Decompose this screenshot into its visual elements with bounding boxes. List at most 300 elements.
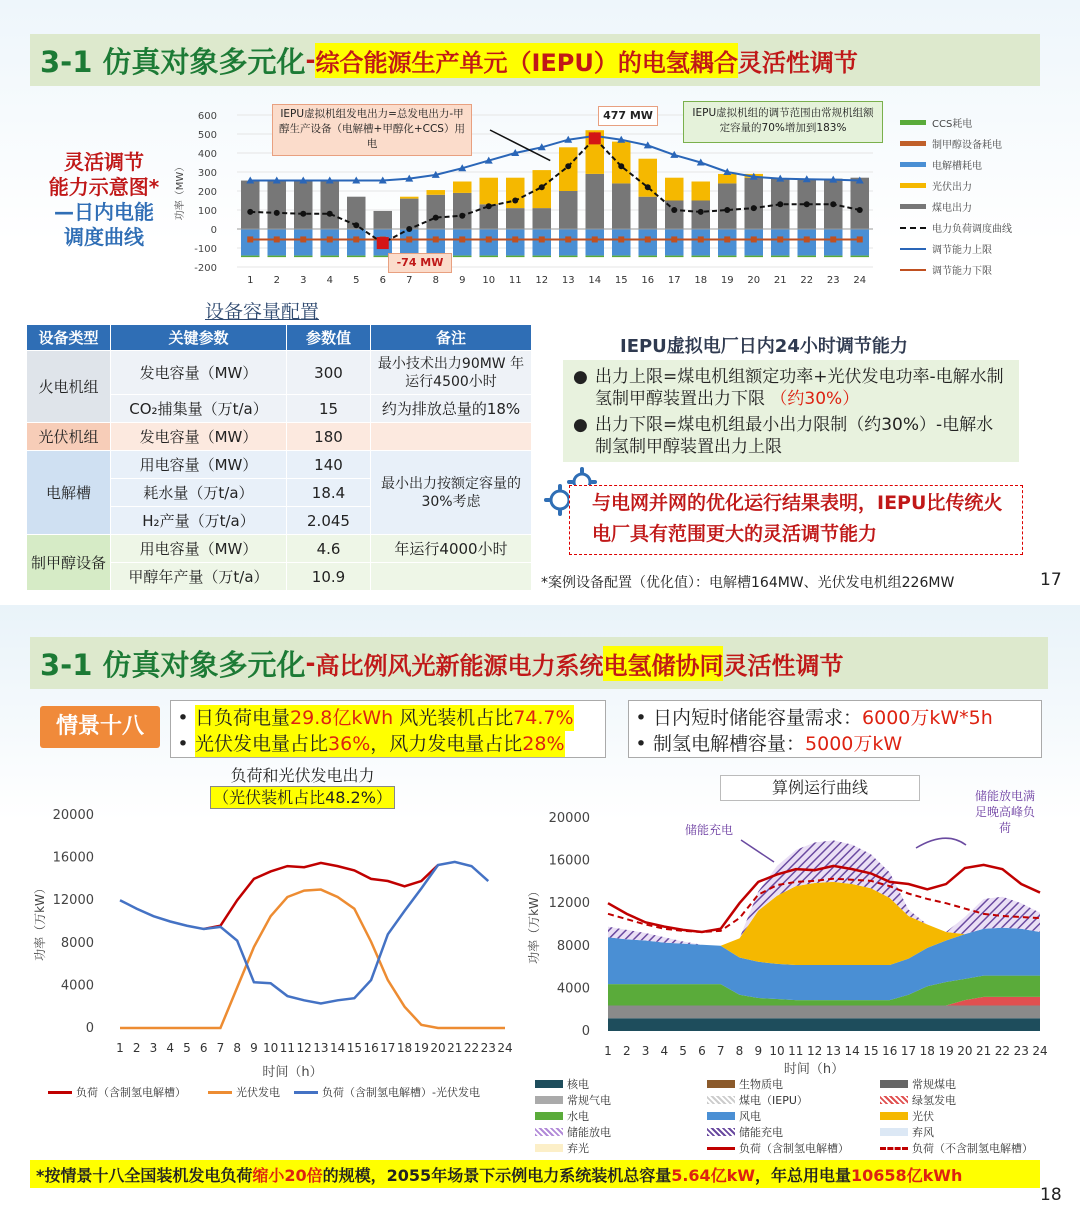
legend-swatch: [535, 1112, 563, 1120]
dispatch-marker: [486, 203, 492, 209]
x-tick-label: 11: [279, 1041, 296, 1055]
y-tick-label: 12000: [52, 893, 94, 909]
lower-limit-marker: [565, 236, 571, 242]
x-tick-label: 4: [660, 1044, 669, 1058]
legend-label: 核电: [567, 1078, 589, 1091]
legend-swatch: [900, 183, 926, 188]
capacity-table: [26, 324, 532, 591]
x-tick-label: 16: [363, 1041, 379, 1055]
x-tick-label: 6: [379, 275, 386, 286]
x-tick-label: 10: [482, 275, 496, 286]
bar-coal: [506, 208, 525, 229]
legend-item: [535, 1108, 589, 1124]
y-axis-label: 功率（MW）: [175, 161, 186, 221]
lower-limit-marker: [247, 236, 253, 242]
y-tick-label: 16000: [52, 850, 94, 866]
conclusion-box: 与电网并网的优化运行结果表明，IEPU比传统火电厂具有范围更大的灵活调节能力: [569, 485, 1023, 555]
legend-label: 弃风: [912, 1126, 934, 1139]
x-tick-label: 1: [116, 1041, 124, 1055]
x-tick-label: 1: [247, 275, 254, 286]
y-tick-label: 16000: [548, 853, 590, 869]
x-tick-label: 19: [413, 1041, 429, 1055]
legend-swatch: [707, 1096, 735, 1104]
legend-item: [880, 1076, 956, 1092]
scenario-badge: 情景十八: [40, 706, 160, 748]
capability-box: [563, 360, 1019, 462]
bar-coal: [718, 183, 737, 229]
chart3-legend: [535, 1072, 1055, 1157]
x-tick-label: 15: [863, 1044, 879, 1058]
lower-limit-marker: [327, 236, 333, 242]
chart2-legend: [28, 1080, 508, 1102]
table-title: 设备容量配置: [205, 301, 320, 323]
x-tick-label: 23: [826, 275, 840, 286]
annot-arrow-discharge: [916, 838, 966, 848]
table-row: 火电机组 发电容量（MW） 300 最小技术出力90MW 年运行4500小时: [27, 351, 532, 395]
x-tick-label: 5: [679, 1044, 687, 1058]
bar-coal: [321, 181, 340, 229]
x-tick-label: 8: [432, 275, 439, 286]
x-tick-label: 20: [747, 275, 761, 286]
x-tick-label: 18: [919, 1044, 935, 1058]
x-tick-label: 15: [614, 275, 628, 286]
bar-ccs: [586, 256, 605, 258]
legend-swatch: [535, 1128, 563, 1136]
dispatch-marker: [671, 207, 677, 213]
series-line: [204, 863, 438, 929]
th-value: 参数值: [287, 325, 371, 351]
bar-ccs: [692, 256, 711, 258]
table-row: CO₂捕集量（万t/a） 15 约为排放总量的18%: [27, 395, 532, 423]
x-tick-label: 23: [1013, 1044, 1029, 1058]
legend-label: 水电: [567, 1110, 589, 1123]
dispatch-marker: [698, 209, 704, 215]
legend-item: [535, 1124, 611, 1140]
legend-label: 电解槽耗电: [932, 161, 982, 172]
slide-18: [0, 605, 1080, 1220]
annot-charge: 储能充电: [685, 823, 734, 837]
bar-pv: [665, 178, 684, 201]
legend-swatch: [208, 1091, 232, 1094]
dispatch-marker: [857, 207, 863, 213]
dispatch-marker: [539, 184, 545, 190]
x-tick-label: 6: [199, 1041, 208, 1055]
th-note: 备注: [371, 325, 532, 351]
x-tick-label: 16: [641, 275, 655, 286]
x-tick-label: 20: [957, 1044, 973, 1058]
storage-needs-box: • 日内短时储能容量需求： 6000万kW*5h • 制氢电解槽容量： 5000万kW: [628, 700, 1042, 758]
legend-label: 生物质电: [739, 1078, 783, 1091]
legend-swatch: [535, 1096, 563, 1104]
lower-limit-marker: [539, 236, 545, 242]
legend-item: [208, 1084, 280, 1100]
area-常规煤电: [608, 1005, 1040, 1018]
y-tick-label: 200: [197, 187, 217, 198]
dispatch-marker: [565, 163, 571, 169]
bar-pv: [692, 182, 711, 201]
bar-coal: [241, 181, 260, 229]
slide-title: 3-1 仿真对象多元化 - 综合能源生产单元（IEPU）的 电氢耦合 灵活性调节: [30, 34, 1040, 86]
x-tick-label: 14: [329, 1041, 346, 1055]
callout-low: -74 MW: [388, 253, 452, 273]
x-tick-label: 3: [300, 275, 307, 286]
x-tick-label: 17: [380, 1041, 396, 1055]
lower-limit-marker: [724, 236, 730, 242]
x-tick-label: 10: [769, 1044, 785, 1058]
x-tick-label: 15: [346, 1041, 362, 1055]
legend-item: [707, 1076, 783, 1092]
bar-ccs: [771, 256, 790, 258]
legend-label: 常规气电: [567, 1094, 611, 1107]
page-number: 17: [1040, 570, 1062, 590]
dispatch-marker: [618, 163, 624, 169]
x-tick-label: 11: [508, 275, 522, 286]
bar-coal: [294, 181, 313, 229]
y-tick-label: -100: [194, 244, 217, 255]
load-pv-line-chart: [28, 805, 518, 1105]
legend-swatch: [880, 1128, 908, 1136]
lower-limit-marker: [353, 236, 359, 242]
chart1-legend: [900, 112, 1070, 280]
legend-label: 煤电出力: [932, 203, 972, 214]
legend-item: [535, 1140, 589, 1156]
legend-swatch: [880, 1112, 908, 1120]
bar-coal: [268, 181, 287, 229]
x-tick-label: 21: [447, 1041, 463, 1055]
x-tick-label: 12: [806, 1044, 823, 1058]
bar-ccs: [718, 256, 737, 258]
lower-limit-marker: [406, 236, 412, 242]
chart2-title: 负荷和光伏发电出力 （光伏装机占比48.2%）: [210, 765, 395, 809]
legend-item: [707, 1092, 808, 1108]
table-row: 耗水量（万t/a） 18.4: [27, 479, 532, 507]
lower-limit-marker: [804, 236, 810, 242]
callout-left: IEPU虚拟机组发电出力=总发电出力-甲醇生产设备（电解槽+甲醇化+CCS）用电: [272, 104, 472, 156]
legend-item: [294, 1084, 480, 1100]
legend-item: [880, 1108, 934, 1124]
x-tick-label: 4: [326, 275, 333, 286]
dispatch-marker: [512, 198, 518, 204]
dispatch-marker: [406, 226, 412, 232]
legend-item: [707, 1140, 849, 1156]
bar-ccs: [824, 256, 843, 258]
bar-ccs: [851, 256, 870, 258]
x-tick-label: 12: [535, 275, 549, 286]
bar-pv: [427, 190, 446, 195]
x-axis-label: 时间（h）: [783, 1062, 845, 1077]
x-tick-label: 13: [825, 1044, 842, 1058]
legend-item: [900, 238, 1070, 259]
x-tick-label: 10: [263, 1041, 279, 1055]
legend-label: 光伏出力: [932, 182, 972, 193]
legend-item: [880, 1124, 934, 1140]
x-tick-label: 7: [406, 275, 413, 286]
y-tick-label: 100: [197, 206, 217, 217]
operation-area-chart: [526, 800, 1056, 1100]
x-tick-label: 9: [250, 1041, 258, 1055]
lower-limit-marker: [486, 236, 492, 242]
table-row: 光伏机组 发电容量（MW） 180: [27, 423, 532, 451]
legend-swatch: [900, 141, 926, 146]
legend-item: [900, 154, 1070, 175]
y-tick-label: 20000: [548, 811, 590, 826]
annot-arrow-charge: [741, 840, 774, 862]
x-tick-label: 14: [588, 275, 602, 286]
x-tick-label: 18: [694, 275, 708, 286]
x-tick-label: 2: [132, 1041, 141, 1055]
slide-17: [0, 0, 1080, 603]
lower-limit-marker: [857, 236, 863, 242]
lower-limit-marker: [671, 236, 677, 242]
legend-item: [900, 112, 1070, 133]
legend-label: 光伏: [912, 1110, 934, 1123]
legend-swatch: [900, 204, 926, 209]
legend-label: CCS耗电: [932, 119, 973, 130]
bar-coal: [427, 195, 446, 229]
x-tick-label: 19: [938, 1044, 954, 1058]
bar-ccs: [294, 256, 313, 258]
dispatch-marker: [433, 215, 439, 221]
dispatch-marker: [645, 184, 651, 190]
legend-label: 负荷（含制氢电解槽）-光伏发电: [322, 1086, 480, 1099]
y-axis-label: 功率（万kW）: [527, 885, 541, 964]
footnote: *按情景十八全国装机发电负荷 缩小20倍 的规模，2055年场景下示例电力系统装机总容量 5.64亿kW ，年总用电量 10658亿kWh: [30, 1160, 1040, 1188]
legend-item: [535, 1092, 611, 1108]
x-tick-label: 1: [604, 1044, 612, 1058]
legend-swatch: [900, 162, 926, 167]
dispatch-marker: [459, 213, 465, 219]
legend-swatch: [880, 1147, 908, 1150]
x-tick-label: 9: [754, 1044, 763, 1058]
bar-pv: [639, 159, 658, 197]
dispatch-marker: [247, 209, 253, 215]
x-tick-label: 24: [497, 1041, 513, 1055]
bar-coal: [400, 199, 419, 229]
bar-coal: [374, 211, 393, 229]
y-tick-label: 20000: [52, 808, 94, 823]
legend-swatch: [900, 269, 926, 271]
info-title: IEPU虚拟电厂日内24小时调节能力: [620, 336, 908, 357]
table-row: H₂产量（万t/a） 2.045: [27, 507, 532, 535]
lower-limit-marker: [698, 236, 704, 242]
bar-pv: [612, 142, 631, 184]
legend-swatch: [900, 248, 926, 250]
x-tick-label: 19: [720, 275, 734, 286]
legend-label: 负荷（不含制氢电解槽）: [912, 1142, 1033, 1155]
legend-item: [48, 1084, 186, 1100]
legend-item: [880, 1092, 956, 1108]
x-axis-label: 时间（h）: [262, 1065, 323, 1080]
slide-title: 3-1 仿真对象多元化 - 高比例风光新能源电力系统 电氢储协同 灵活性调节: [30, 637, 1048, 689]
bar-coal: [851, 178, 870, 229]
x-tick-label: 23: [480, 1041, 496, 1055]
bar-pv: [480, 178, 499, 205]
x-tick-label: 24: [853, 275, 867, 286]
lower-limit-marker: [751, 236, 757, 242]
dispatch-marker: [804, 201, 810, 207]
peak-marker: [589, 132, 601, 144]
table-row: 制甲醇设备 用电容量（MW） 4.6 年运行4000小时: [27, 535, 532, 563]
y-tick-label: -200: [194, 263, 217, 274]
x-tick-label: 6: [698, 1044, 706, 1058]
bar-ccs: [241, 256, 260, 258]
legend-swatch: [707, 1147, 735, 1150]
x-tick-label: 18: [396, 1041, 413, 1055]
x-tick-label: 3: [149, 1041, 158, 1055]
chart3-title: 算例运行曲线: [720, 775, 920, 801]
legend-label: 常规煤电: [912, 1078, 956, 1091]
x-tick-label: 11: [788, 1044, 804, 1058]
y-tick-label: 0: [85, 1021, 94, 1036]
scenario-facts-box: • 日负荷电量29.8亿kWh 风光装机占比74.7% • 光伏发电量占比36%，风力发电量占比28%: [170, 700, 606, 758]
bar-ccs: [480, 256, 499, 258]
legend-label: 弃光: [567, 1142, 589, 1155]
lower-limit-marker: [830, 236, 836, 242]
x-tick-label: 21: [976, 1044, 992, 1058]
lower-limit-marker: [300, 236, 306, 242]
y-tick-label: 4000: [60, 978, 94, 994]
x-tick-label: 8: [735, 1044, 744, 1058]
y-tick-label: 0: [581, 1024, 590, 1039]
dispatch-marker: [724, 207, 730, 213]
x-tick-label: 13: [313, 1041, 329, 1055]
y-tick-label: 500: [197, 130, 217, 141]
x-tick-label: 16: [882, 1044, 898, 1058]
x-tick-label: 4: [166, 1041, 175, 1055]
dispatch-marker: [353, 222, 359, 228]
legend-label: 风电: [739, 1110, 761, 1123]
lower-limit-marker: [274, 236, 280, 242]
bar-pv: [718, 174, 737, 184]
bar-ccs: [506, 256, 525, 258]
lower-limit-marker: [459, 236, 465, 242]
legend-swatch: [880, 1080, 908, 1088]
legend-label: 光伏发电: [236, 1086, 280, 1099]
low-marker: [377, 237, 389, 249]
x-tick-label: 9: [459, 275, 466, 286]
x-tick-label: 7: [216, 1041, 225, 1055]
dispatch-marker: [751, 205, 757, 211]
x-tick-label: 2: [622, 1044, 631, 1058]
legend-swatch: [48, 1091, 72, 1094]
x-tick-label: 17: [900, 1044, 917, 1058]
legend-label: 煤电（IEPU）: [739, 1094, 808, 1107]
bar-coal: [533, 208, 552, 229]
legend-swatch: [900, 227, 926, 229]
side-label: 灵活调节 能力示意图* —日内电能 调度曲线: [48, 150, 160, 249]
x-tick-label: 22: [463, 1041, 480, 1055]
lower-limit-marker: [592, 236, 598, 242]
bar-coal: [745, 178, 764, 229]
legend-label: 调节能力上限: [932, 245, 992, 256]
bar-ccs: [453, 256, 472, 258]
x-tick-label: 22: [800, 275, 814, 286]
table-row: 电解槽 用电容量（MW） 140 最小出力按额定容量的30%考虑: [27, 451, 532, 479]
bar-ccs: [321, 256, 340, 258]
x-tick-label: 8: [233, 1041, 241, 1055]
lower-limit-marker: [512, 236, 518, 242]
bar-ccs: [268, 256, 287, 258]
bar-pv: [453, 182, 472, 193]
x-tick-label: 17: [667, 275, 681, 286]
th-param: 关键参数: [111, 325, 287, 351]
legend-label: 调节能力下限: [932, 266, 992, 277]
legend-swatch: [707, 1080, 735, 1088]
series-line: [120, 890, 505, 1028]
bar-ccs: [533, 256, 552, 258]
x-tick-label: 24: [1032, 1044, 1048, 1058]
legend-item: [535, 1076, 589, 1092]
lower-limit-marker: [618, 236, 624, 242]
bar-ccs: [745, 256, 764, 258]
legend-swatch: [294, 1091, 318, 1094]
dispatch-marker: [300, 211, 306, 217]
footnote: *案例设备配置（优化值）：电解槽164MW、光伏发电机组226MW: [541, 575, 955, 591]
callout-right: IEPU虚拟机组的调节范围由常规机组额定容量的70%增加到183%: [683, 101, 883, 143]
x-tick-label: 12: [296, 1041, 312, 1055]
bar-coal: [559, 191, 578, 229]
lower-limit-marker: [777, 236, 783, 242]
legend-item: [900, 259, 1070, 280]
x-tick-label: 5: [183, 1041, 191, 1055]
series-line: [120, 862, 488, 1004]
legend-item: [707, 1108, 761, 1124]
bar-ccs: [639, 256, 658, 258]
legend-label: 制甲醇设备耗电: [932, 140, 1002, 151]
bar-ccs: [665, 256, 684, 258]
lower-limit-marker: [433, 236, 439, 242]
legend-label: 电力负荷调度曲线: [932, 224, 1012, 235]
legend-label: 储能充电: [739, 1126, 783, 1139]
y-tick-label: 4000: [556, 981, 590, 997]
legend-label: 储能放电: [567, 1126, 611, 1139]
x-tick-label: 14: [844, 1044, 860, 1058]
x-tick-label: 2: [273, 275, 280, 286]
page-number: 18: [1040, 1185, 1062, 1205]
dispatch-marker: [777, 201, 783, 207]
y-tick-label: 8000: [60, 935, 94, 951]
bar-coal: [639, 197, 658, 229]
legend-item: [900, 196, 1070, 217]
x-tick-label: 21: [773, 275, 787, 286]
x-tick-label: 3: [641, 1044, 650, 1058]
y-tick-label: 0: [210, 225, 217, 236]
legend-item: [880, 1140, 1033, 1156]
dispatch-marker: [327, 211, 333, 217]
bar-ccs: [559, 256, 578, 258]
area-核电: [608, 1018, 1040, 1031]
y-tick-label: 300: [197, 168, 217, 179]
legend-swatch: [707, 1112, 735, 1120]
x-tick-label: 5: [353, 275, 360, 286]
legend-swatch: [707, 1128, 735, 1136]
annot-discharge: 储能放电满足晚高峰负荷: [974, 789, 1035, 835]
bullet-upper: ● 出力上限=煤电机组额定功率+光伏发电功率-电解水制氢制甲醇装置出力下限 （约30%）: [573, 367, 1004, 409]
lower-limit-marker: [645, 236, 651, 242]
x-tick-label: 7: [716, 1044, 725, 1058]
y-tick-label: 600: [197, 111, 217, 122]
x-tick-label: 20: [430, 1041, 446, 1055]
bar-pv: [506, 178, 525, 208]
th-type: 设备类型: [27, 325, 111, 351]
legend-label: 负荷（含制氢电解槽）: [76, 1086, 186, 1099]
callout-peak: 477 MW: [598, 106, 658, 126]
legend-item: [900, 133, 1070, 154]
bar-ccs: [347, 256, 366, 258]
legend-swatch: [880, 1096, 908, 1104]
table-row: 甲醇年产量（万t/a） 10.9: [27, 563, 532, 591]
legend-label: 负荷（含制氢电解槽）: [739, 1142, 849, 1155]
